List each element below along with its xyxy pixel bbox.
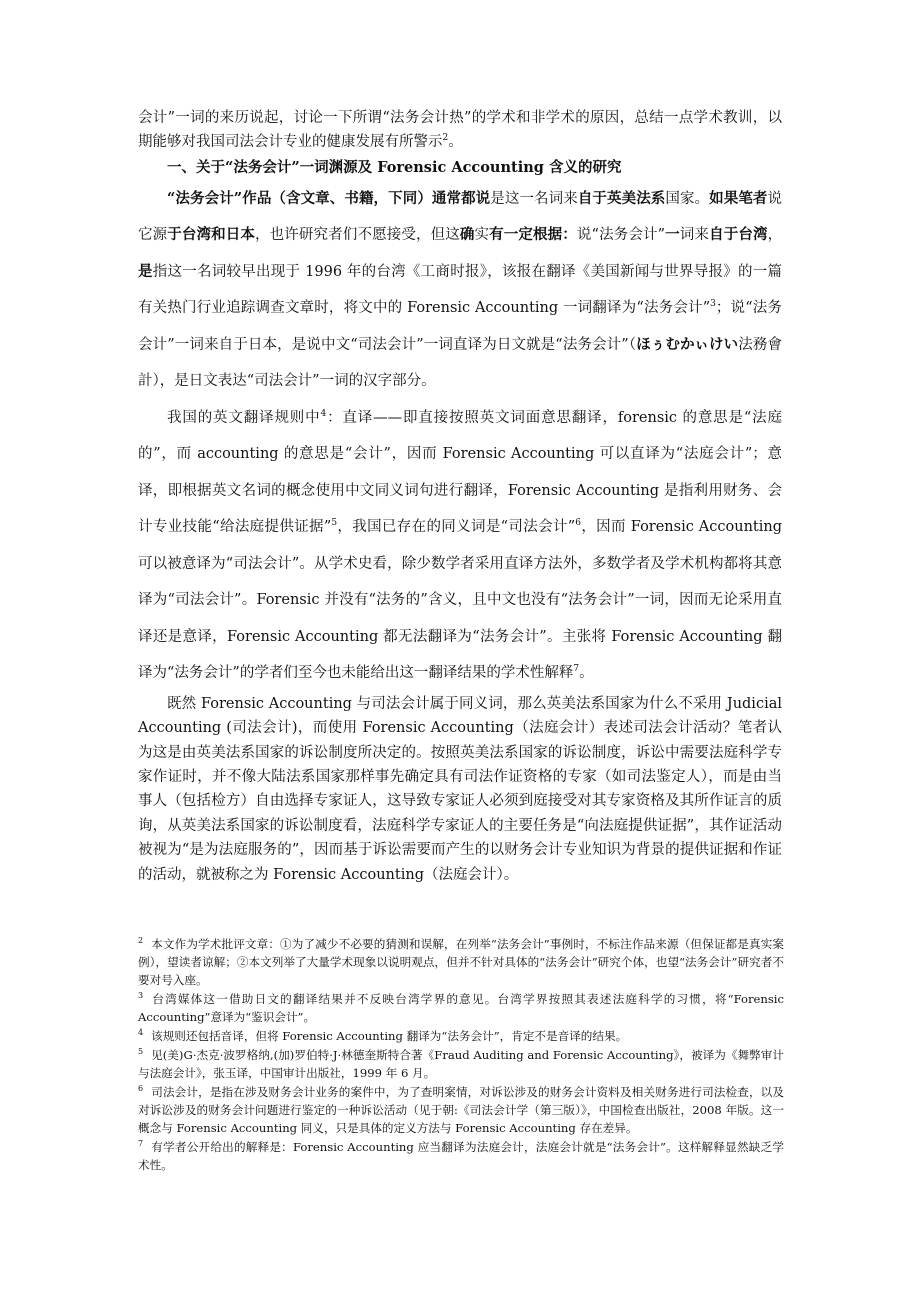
document-body [138, 106, 782, 887]
footnote-text: 该规则还包括音译，但将 Forensic Accounting 翻译为“法务会计”，肯定不是音译的结果。 [151, 1029, 628, 1043]
p1-run-t: 法務會計），是日文表达“司法会计”一词的汉字部分。 [138, 336, 783, 390]
footnote-ref-6[interactable]: 6 [575, 518, 581, 529]
footnote-ref-3[interactable]: 3 [710, 299, 716, 310]
p1-run-o: 自于台湾 [709, 226, 768, 244]
intro-end: 。 [448, 134, 463, 151]
footnote-item [138, 1138, 784, 1174]
p1-run-j: 实 [474, 227, 490, 244]
p2-run-b: ：直译——即直接按照英文词面意思翻译，forensic 的意思是“法庭的”，而 accounting 的意思是“会计”，因而 Forensic Accounting 可以直译为“法庭会计”；意译，即根据英文名词的概念使用中文同义词句进行翻译，Forensic Accounting 是指利用财务、会计专业技能“给法庭提供证据” [138, 409, 782, 536]
footnote-number: 7 [138, 1139, 144, 1149]
footnote-item [138, 1083, 784, 1137]
p1-run-h: ，也许研究者们不愿接受，但这 [255, 227, 460, 244]
footnote-item [138, 990, 784, 1026]
p1-run-n: 词来 [679, 227, 710, 244]
p1-run-q: 是 [138, 262, 153, 280]
p1-run-k: 有一定根据： [489, 226, 577, 244]
footnote-item [138, 1027, 784, 1045]
p1-run-g: 于台湾和日本 [167, 226, 256, 244]
footnote-text: 司法会计，是指在涉及财务会计业务的案件中，为了查明案情，对诉讼涉及的财务会计资料及相关财务进行司法检查，以及对诉讼涉及的财务会计问题进行鉴定的一种诉讼活动（见于朝:《司法会计学（第三版）》，中国检查出版社，2008 年版。这一概念与 Forensic Accounting 同义，只是具体的定义方法与 Forensic Accounting 存在差异。 [138, 1085, 784, 1135]
p1-run-m: 一 [665, 226, 680, 244]
paragraph-legal-system: 既然 Forensic Accounting 与司法会计属于同义词，那么英美法系国家为什么不采用 Judicial Accounting (司法会计)，而使用 Forensic Accounting（法庭会计）表述司法会计活动？笔者认为这是由英美法系国家的诉讼制度所决定的。按照英美法系国家的诉讼制度，诉讼中需要法庭科学专家作证时，并不像大陆法系国家那样事先确定具有司法作证资格的专家（如司法鉴定人），而是由当事人（包括检方）自由选择专家证人，这导致专家证人必须到庭接受对其专家资格及其所作证言的质询，从英美法系国家的诉讼制度看，法庭科学专家证人的主要任务是“向法庭提供证据”，其作证活动被视为“是为法庭服务的”，因而基于诉讼需要而产生的以财务会计专业知识为背景的提供证据和作证的活动，就被称之为 Forensic Accounting（法庭会计）。 [138, 695, 782, 883]
footnote-item [138, 1046, 784, 1082]
p2-run-a: 我国的英文翻译规则中 [167, 409, 321, 426]
footnote-number: 2 [138, 936, 144, 946]
p2-run-d: ，因而 Forensic Accounting 可以被意译为“司法会计”。从学术史看，除少数学者采用直译方法外，多数学者及学术机构都将其意译为“司法会计”。Forensic 并没有“法务的”含义，且中文也没有“法务会计”一词，因而无论采用直译还是意译，Forensic Accounting 都无法翻译为“法务会计”。主张将 Forensic Accounting 翻译为“法务会计”的学者们至今也未能给出这一翻译结果的学术性解释 [138, 519, 783, 682]
p1-run-b: 是这一名词来 [490, 190, 578, 207]
p1-run-d: 国家。 [665, 190, 710, 207]
p1-run-i: 确 [459, 226, 475, 244]
p1-run-c: 自于英美法系 [577, 189, 666, 207]
p1-run-l: 说“法务会计” [576, 227, 666, 244]
intro-text: 会计”一词的来历说起，讨论一下所谓“法务会计热”的学术和非学术的原因，总结一点学术教训，以期能够对我国司法会计专业的健康发展有所警示 [138, 110, 782, 151]
p1-run-a: “法务会计”作品（含文章、书籍，下同）通常都说 [167, 189, 491, 207]
footnote-number: 3 [138, 991, 144, 1001]
p1-run-r: 指这一名词较早出现于 1996 年的台湾《工商时报》，该报在翻译《美国新闻与世界导报》的一篇有关热门行业追踪调查文章时，将文中的 Forensic Accounting 一词翻译为“法务会计” [138, 263, 783, 317]
p1-run-p: ， [767, 227, 783, 244]
footnote-ref-4[interactable]: 4 [320, 408, 327, 419]
intro-paragraph [138, 106, 782, 155]
footnote-text: 本文作为学术批评文章：①为了减少不必要的猜测和误解，在列举“法务会计”事例时，不标注作品来源（但保证都是真实案例），望读者谅解；②本文列举了大量学术现象以说明观点，但并不针对具体的“法务会计”研究个体，也望“法务会计”研究者不要对号入座。 [138, 937, 784, 987]
p1-run-e: 如果笔者 [709, 189, 768, 207]
footnote-number: 5 [138, 1047, 144, 1057]
p1-kana: ほぅむかぃけい [636, 335, 739, 353]
footnote-ref-5[interactable]: 5 [331, 518, 338, 529]
p2-run-e: 。 [579, 665, 594, 682]
footnote-text: 有学者公开给出的解释是：Forensic Accounting 应当翻译为法庭会计，法庭会计就是“法务会计”。这样解释显然缺乏学术性。 [138, 1140, 784, 1172]
p1-run-f: 说它源 [138, 190, 783, 244]
footnote-number: 6 [138, 1084, 144, 1094]
footnotes [138, 935, 784, 1175]
footnote-number: 4 [138, 1028, 144, 1038]
paragraph-translation-rules [138, 400, 782, 692]
paragraph-origin [138, 181, 782, 400]
footnote-ref-7[interactable]: 7 [573, 664, 580, 675]
footnote-item [138, 935, 784, 989]
footnote-text: 台湾媒体这一借助日文的翻译结果并不反映台湾学界的意见。台湾学界按照其表述法庭科学的习惯，将“Forensic Accounting”意译为“鉴识会计”。 [138, 992, 784, 1024]
p1-run-s: ；说“法务会计”一词来自于日本，是说中文“司法会计”一词直译为日文就是“法务会计”（ [138, 300, 782, 353]
footnote-ref-2[interactable]: 2 [442, 133, 449, 144]
p2-run-c: ，我国已存在的同义词是“司法会计” [337, 519, 576, 536]
footnote-text: 见(美)G·杰克·波罗格纳,(加)罗伯特·J·林德奎斯特合著《Fraud Auditing and Forensic Accounting》，被译为《舞弊审计与法庭会计》，张玉译，中国审计出版社，1999 年 6 月。 [138, 1048, 784, 1080]
section-heading: 一、关于“法务会计”一词渊源及 Forensic Accounting 含义的研究 [167, 158, 622, 176]
